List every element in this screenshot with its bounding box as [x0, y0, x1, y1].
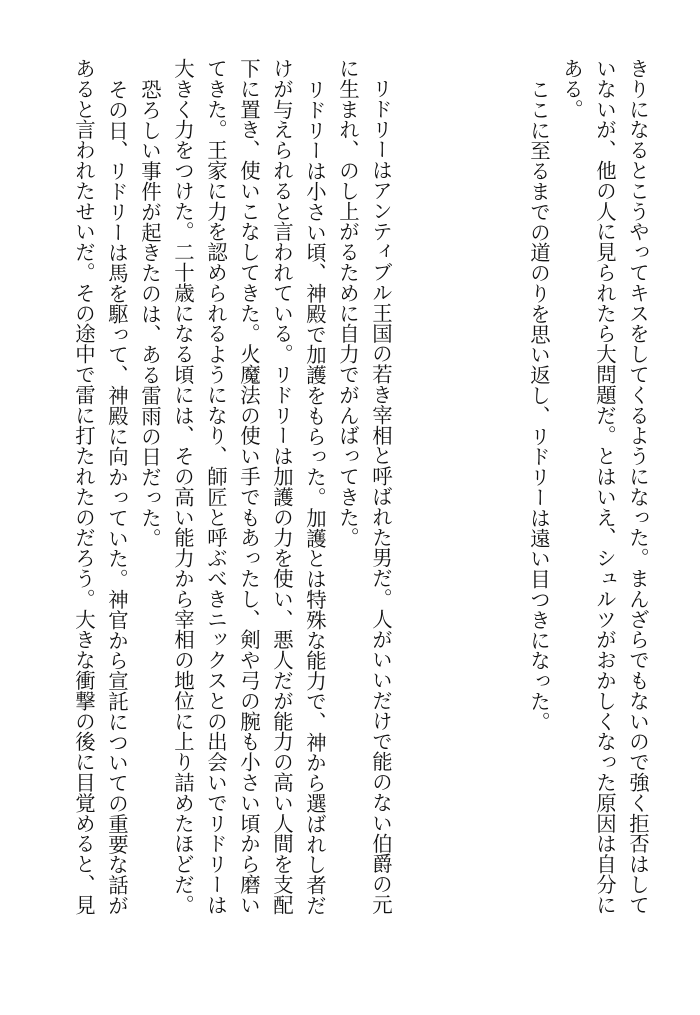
- text-column: ある。: [560, 58, 584, 120]
- text-column: あると言われたせいだ。その途中で雷に打たれたのだろう。大きな衝撃の後に目覚めると、見: [72, 58, 96, 915]
- text-column: 大きく力をつけた。二十歳になる頃には、その高い能力から宰相の地位に上り詰めたほどだ。: [171, 58, 195, 915]
- text-column: リドリーは小さい頃、神殿で加護をもらった。加護とは特殊な能力で、神から選ばれし者だ: [303, 79, 327, 916]
- text-column: てきた。王家に力を認められるようになり、師匠と呼ぶべきニックスとの出会いでリドリーは: [204, 58, 228, 915]
- text-column: けが与えられると言われている。リドリーは加護の力を使い、悪人だが能力の高い人間を支配: [270, 58, 294, 915]
- text-column: 下に置き、使いこなしてきた。火魔法の使い手でもあったし、剣や弓の腕も小さい頃から磨い: [237, 58, 261, 915]
- text-section-two: [67, 58, 397, 958]
- text-column: いないが、他の人に見られたら大問題だ。とはいえ、シュルツがおかしくなった原因は自分に: [593, 58, 617, 915]
- text-column: ここに至るまでの道のりを思い返し、リドリーは遠い目つきになった。: [527, 79, 551, 732]
- text-column: リドリーはアンティブル王国の若き宰相と呼ばれた男だ。人がいいだけで能のない伯爵の元: [369, 78, 393, 915]
- text-column: きりになるとこうやってキスをしてくるようになった。まんざらでもないので強く拒否はして: [626, 58, 650, 915]
- text-section-one: [522, 58, 654, 958]
- text-column: に生まれ、のし上がるために自力でがんばってきた。: [336, 58, 360, 548]
- text-column: 恐ろしい事件が起きたのは、ある雷雨の日だった。: [138, 79, 162, 549]
- text-column: その日、リドリーは馬を駆って、神殿に向かっていた。神官から宣託についての重要な話が: [105, 79, 129, 916]
